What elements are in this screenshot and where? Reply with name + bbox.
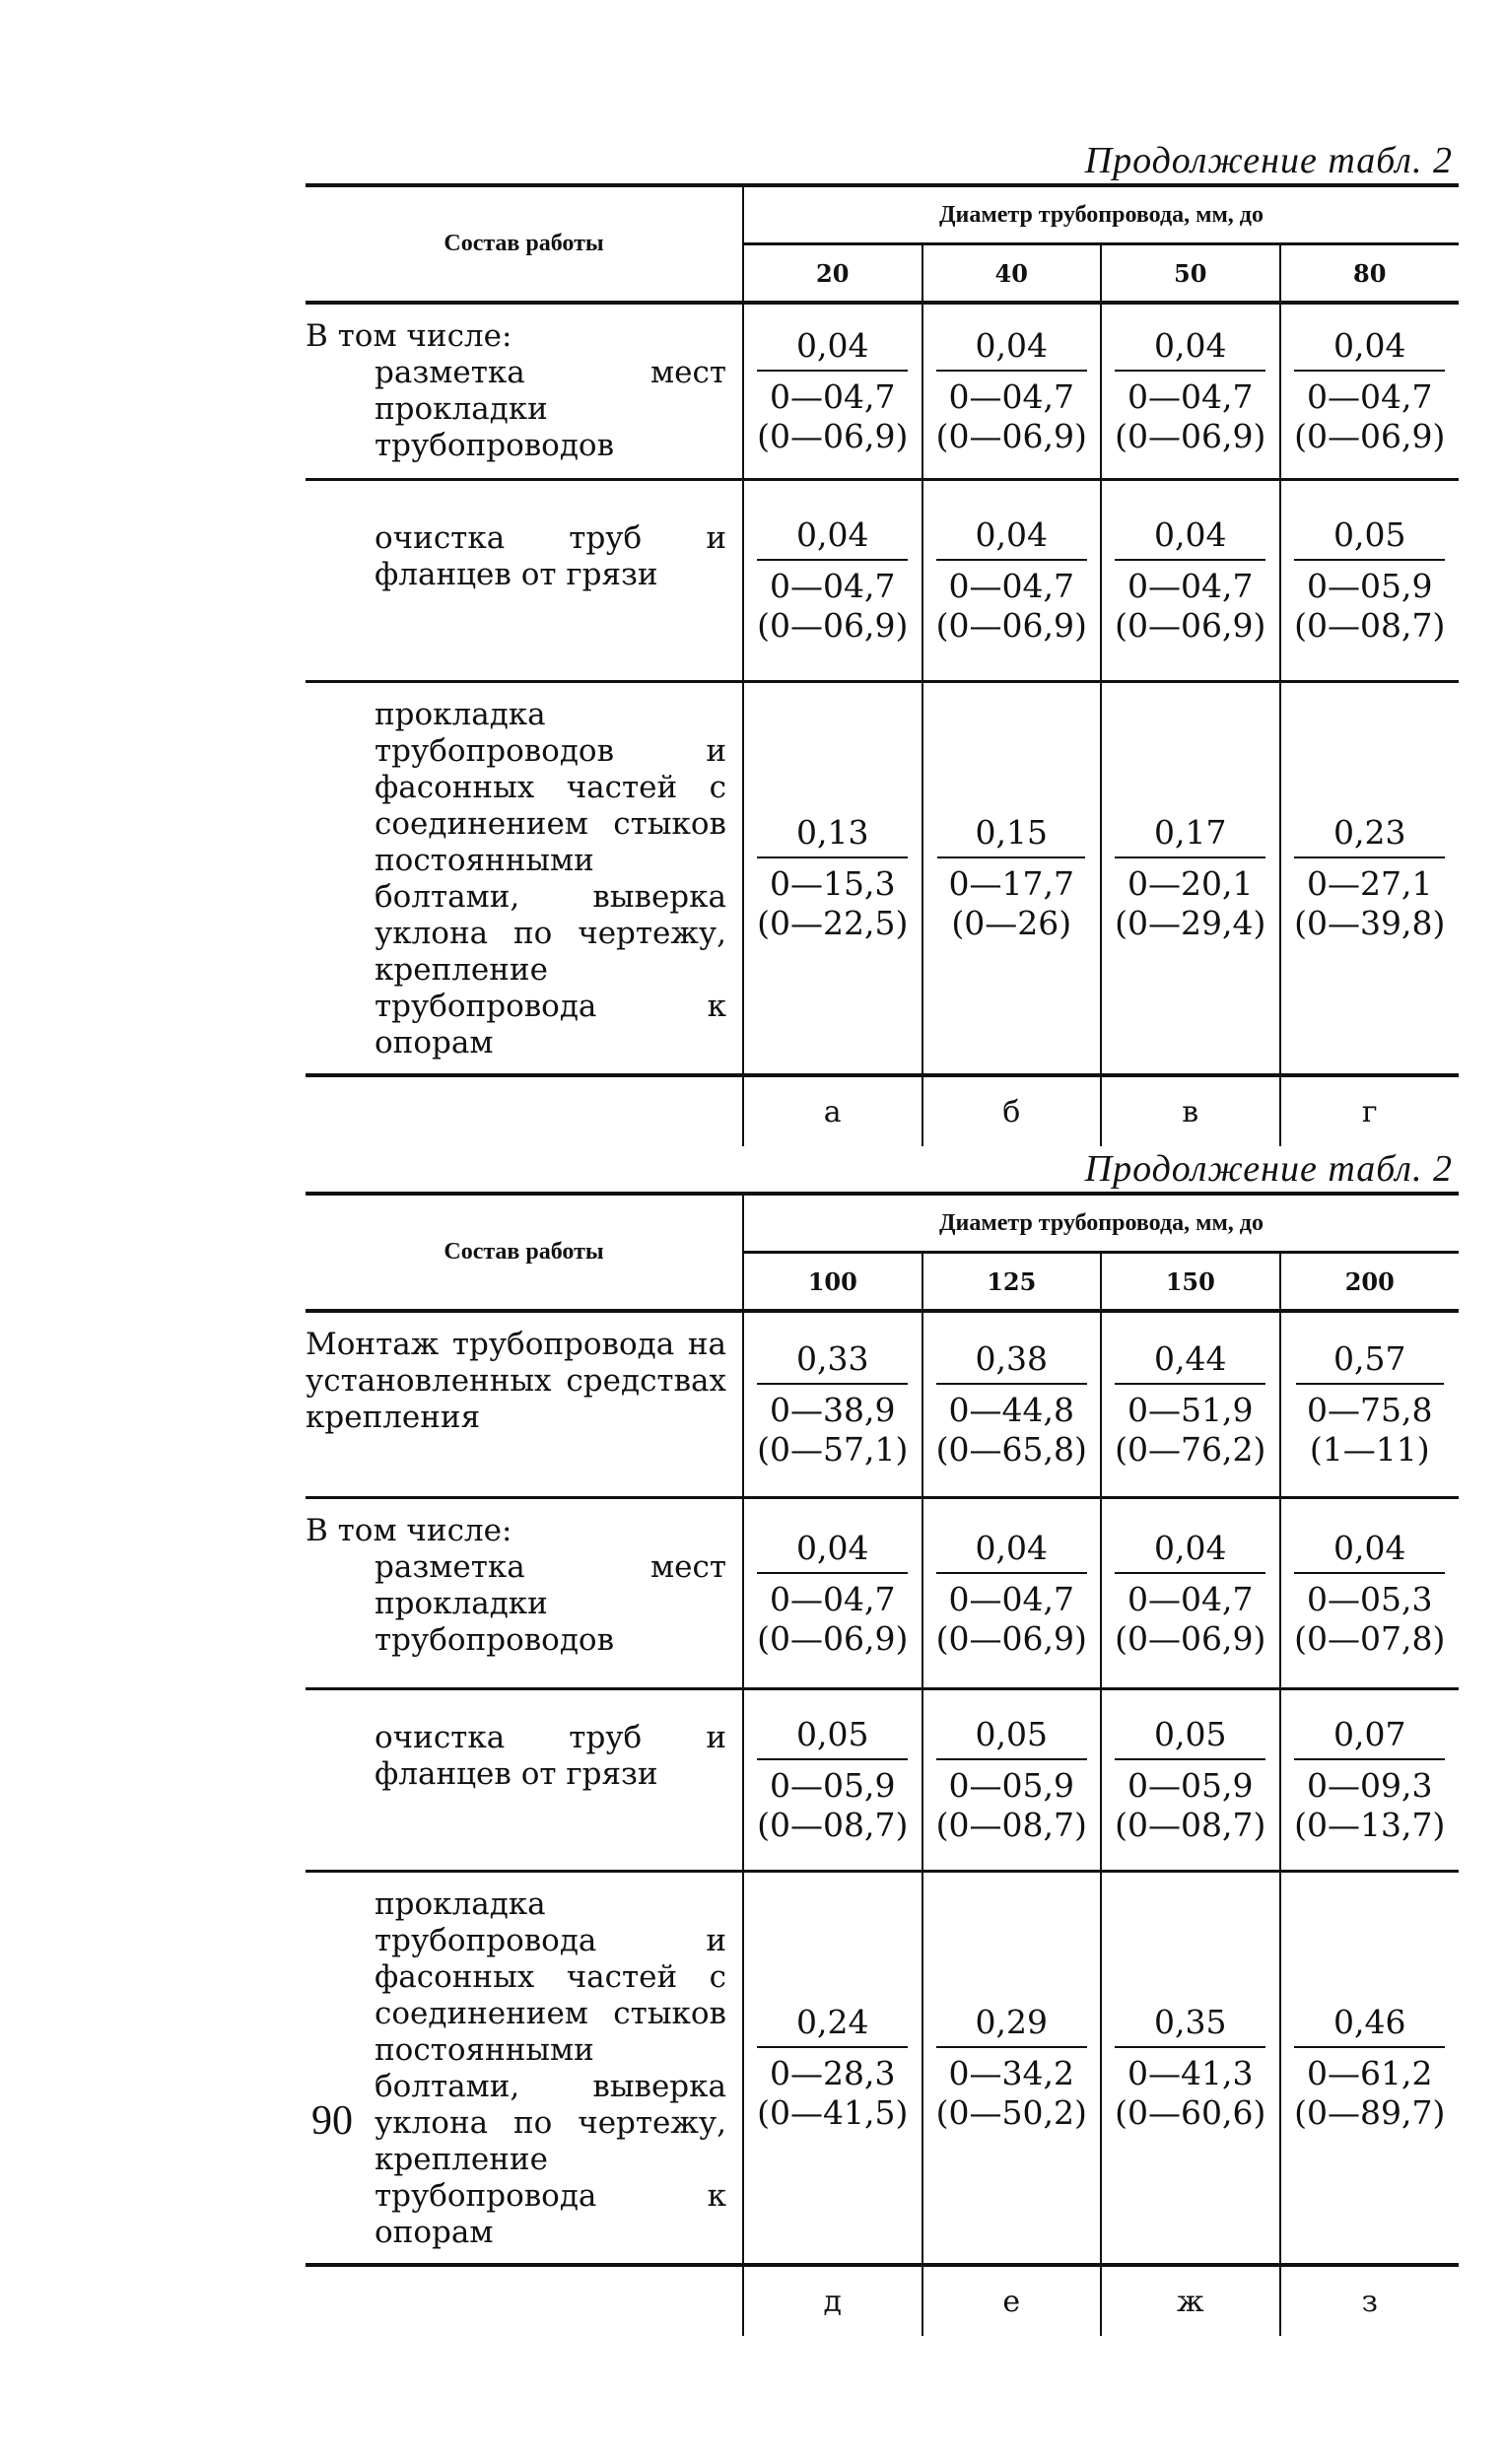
value-top: 0,33: [757, 1339, 908, 1385]
row-label-text: очистка труб и фланцев от грязи: [375, 1720, 726, 1792]
column-letter-blank: [306, 1075, 743, 1146]
value-cell: [1280, 1498, 1460, 1689]
header-diameter-col: 40: [922, 244, 1102, 304]
value-cell: [1280, 1689, 1460, 1872]
value-mid: 0—04,7: [1127, 1579, 1254, 1618]
value-bot: (0—60,6): [1115, 2093, 1266, 2132]
row-label-text: прокладка трубопроводов и фасонных частей с соединением стыков постоянными болтами, выверка уклона по чертежу, крепление трубопровода к опорам: [375, 697, 726, 1061]
header-work-composition: Состав работы: [306, 1194, 743, 1311]
value-top: 0,44: [1115, 1339, 1265, 1385]
value-top: 0,24: [757, 2003, 908, 2048]
row-label-text: очистка труб и фланцев от грязи: [375, 520, 726, 592]
work-name-cell: [306, 1689, 743, 1872]
value-bot: (1—11): [1309, 1430, 1430, 1469]
value-mid: 0—44,8: [948, 1391, 1074, 1429]
value-bot: (0—06,9): [1115, 417, 1266, 455]
value-cell: [1101, 1498, 1280, 1689]
value-top: 0,05: [1115, 1715, 1265, 1760]
document-page: [306, 138, 1459, 2336]
row-label-text: разметка мест прокладки трубопроводов: [375, 1549, 726, 1658]
value-top: 0,04: [1115, 326, 1265, 372]
value-cell: [743, 682, 922, 1076]
value-bot: (0—57,1): [757, 1430, 909, 1469]
continuation-caption-1: Продолжение табл. 2: [1084, 140, 1453, 181]
value-top: 0,04: [757, 515, 908, 561]
column-letter: б: [922, 1075, 1102, 1146]
value-bot: (0—06,9): [935, 606, 1087, 645]
column-letter: г: [1361, 1094, 1378, 1129]
value-bot: (0—39,8): [1294, 904, 1446, 942]
work-name-cell: [306, 1498, 743, 1689]
value-cell: [922, 1311, 1102, 1498]
header-diameter: Диаметр трубопровода, мм, до: [743, 185, 1459, 244]
value-mid: 0—20,1: [1127, 864, 1254, 903]
value-bot: (0—76,2): [1115, 1430, 1266, 1469]
row-label-text: разметка мест прокладки трубопроводов: [375, 355, 726, 463]
value-mid: 0—04,7: [770, 567, 896, 605]
value-cell: [743, 1872, 922, 2266]
value-mid: 0—05,9: [1307, 567, 1433, 605]
header-diameter-col: 125: [922, 1253, 1102, 1312]
value-mid: 0—51,9: [1127, 1391, 1254, 1429]
value-bot: (0—65,8): [935, 1430, 1087, 1469]
value-top: 0,05: [757, 1715, 908, 1760]
norms-table-1: [306, 183, 1459, 1146]
value-bot: (0—06,9): [935, 417, 1087, 455]
header-diameter-col: 50: [1101, 244, 1280, 304]
norms-table-2: [306, 1192, 1459, 2336]
value-mid: 0—41,3: [1127, 2054, 1254, 2092]
row-lead-text: В том числе:: [306, 318, 512, 354]
value-top: 0,04: [936, 515, 1087, 561]
work-name-cell: [306, 1311, 743, 1498]
value-cell: [922, 303, 1102, 480]
value-bot: (0—13,7): [1294, 1806, 1446, 1844]
value-top: 0,57: [1296, 1339, 1444, 1385]
value-bot: (0—08,7): [1115, 1806, 1266, 1844]
value-top: 0,07: [1294, 1715, 1445, 1760]
value-bot: (0—06,9): [757, 417, 909, 455]
work-name-cell: [306, 480, 743, 682]
value-mid: 0—04,7: [1307, 377, 1433, 416]
value-mid: 0—34,2: [948, 2054, 1074, 2092]
column-letter: а: [743, 1075, 922, 1146]
column-letter: ж: [1101, 2265, 1280, 2336]
value-mid: 0—05,3: [1307, 1579, 1433, 1618]
value-top: 0,04: [1115, 515, 1265, 561]
value-cell: [743, 1498, 922, 1689]
value-bot: (0—26): [951, 904, 1072, 942]
header-diameter-col: 80: [1280, 244, 1460, 304]
table-row: [306, 1498, 1459, 1689]
value-cell: [1101, 480, 1280, 682]
value-bot: (0—06,9): [757, 1618, 909, 1658]
table-row: [306, 1689, 1459, 1872]
header-work-composition: Состав работы: [306, 185, 743, 303]
value-mid: 0—05,9: [1127, 1766, 1254, 1805]
value-cell: [922, 1498, 1102, 1689]
value-cell: [922, 1689, 1102, 1872]
value-cell: [1280, 480, 1460, 682]
value-mid: 0—05,9: [948, 1766, 1074, 1805]
value-top: 0,05: [1294, 515, 1445, 561]
value-top: 0,04: [757, 1529, 908, 1574]
value-cell: [1280, 682, 1460, 1076]
continuation-caption-2: Продолжение табл. 2: [1084, 1148, 1453, 1190]
column-letter-row: [306, 1075, 1459, 1146]
value-mid: 0—04,7: [948, 377, 1074, 416]
table-row: [306, 480, 1459, 682]
row-lead-text: В том числе:: [306, 1513, 512, 1548]
value-cell: [1101, 682, 1280, 1076]
value-bot: (0—06,9): [757, 606, 909, 645]
table-row: [306, 682, 1459, 1076]
header-diameter-col: 200: [1280, 1253, 1460, 1312]
value-mid: 0—09,3: [1307, 1766, 1433, 1805]
value-mid: 0—04,7: [1127, 377, 1254, 416]
value-top: 0,17: [1115, 813, 1265, 858]
value-cell: [1280, 1311, 1460, 1498]
value-bot: (0—07,8): [1294, 1618, 1446, 1658]
value-top: 0,04: [1294, 326, 1445, 372]
value-mid: 0—15,3: [770, 864, 896, 903]
value-cell: [922, 1872, 1102, 2266]
column-letter-row: [306, 2265, 1459, 2336]
value-top: 0,29: [936, 2003, 1087, 2048]
value-mid: 0—04,7: [770, 1579, 896, 1618]
value-top: 0,04: [936, 1529, 1087, 1574]
value-cell: [1280, 303, 1460, 480]
value-top: 0,38: [936, 1339, 1087, 1385]
value-mid: 0—04,7: [948, 567, 1074, 605]
value-top: 0,04: [757, 326, 908, 372]
value-mid: 0—05,9: [770, 1766, 896, 1805]
value-top: 0,15: [937, 813, 1085, 858]
header-diameter-col: 150: [1101, 1253, 1280, 1312]
value-mid: 0—28,3: [770, 2054, 896, 2092]
value-cell: [743, 480, 922, 682]
value-cell: [922, 480, 1102, 682]
column-letter: з: [1361, 2284, 1378, 2319]
work-name-cell: [306, 1872, 743, 2266]
table-row: [306, 1872, 1459, 2266]
value-bot: (0—50,2): [935, 2093, 1087, 2132]
column-letter: в: [1101, 1075, 1280, 1146]
value-top: 0,04: [1294, 1529, 1445, 1574]
row-label-text: прокладка трубопровода и фасонных частей с соединением стыков постоянными болтами, выверка уклона по чертежу, крепление трубопровода к опорам: [375, 1886, 726, 2250]
value-mid: 0—04,7: [1127, 567, 1254, 605]
header-diameter-col: 20: [743, 244, 922, 304]
value-cell: [1101, 1689, 1280, 1872]
value-bot: (0—41,5): [757, 2093, 909, 2132]
value-mid: 0—27,1: [1307, 864, 1433, 903]
value-top: 0,04: [936, 326, 1087, 372]
header-diameter-col: 100: [743, 1253, 922, 1312]
table-row: [306, 303, 1459, 480]
value-bot: (0—06,9): [935, 1618, 1087, 1658]
page-number: 90: [311, 2098, 353, 2144]
value-cell: [1101, 1872, 1280, 2266]
value-top: 0,46: [1294, 2003, 1445, 2048]
header-diameter: Диаметр трубопровода, мм, до: [743, 1194, 1459, 1253]
value-top: 0,35: [1115, 2003, 1265, 2048]
work-name-cell: [306, 303, 743, 480]
value-bot: (0—08,7): [1294, 606, 1446, 645]
row-lead-text: Монтаж трубопровода на установленных средствах крепления: [306, 1327, 726, 1435]
column-letter: е: [922, 2265, 1102, 2336]
value-bot: (0—22,5): [757, 904, 909, 942]
work-name-cell: [306, 682, 743, 1076]
value-bot: (0—06,9): [1115, 606, 1266, 645]
value-bot: (0—08,7): [935, 1806, 1087, 1844]
value-top: 0,05: [936, 1715, 1087, 1760]
value-top: 0,04: [1115, 1529, 1265, 1574]
value-bot: (0—06,9): [1294, 417, 1446, 455]
value-mid: 0—75,8: [1307, 1391, 1433, 1429]
value-cell: [1101, 303, 1280, 480]
table-row: [306, 1311, 1459, 1498]
value-mid: 0—04,7: [948, 1579, 1074, 1618]
value-cell: [922, 682, 1102, 1076]
value-mid: 0—38,9: [770, 1391, 896, 1429]
value-cell: [1280, 1872, 1460, 2266]
value-cell: [1101, 1311, 1280, 1498]
value-bot: (0—06,9): [1115, 1618, 1266, 1658]
column-letter-blank: [306, 2265, 743, 2336]
value-top: 0,23: [1294, 813, 1445, 858]
value-mid: 0—17,7: [948, 864, 1074, 903]
value-mid: 0—61,2: [1307, 2054, 1433, 2092]
value-mid: 0—04,7: [770, 377, 896, 416]
value-bot: (0—29,4): [1115, 904, 1266, 942]
value-cell: [743, 1311, 922, 1498]
column-letter: д: [743, 2265, 922, 2336]
value-cell: [743, 303, 922, 480]
value-cell: [743, 1689, 922, 1872]
value-bot: (0—89,7): [1294, 2093, 1446, 2132]
value-bot: (0—08,7): [757, 1806, 909, 1844]
value-top: 0,13: [757, 813, 908, 858]
